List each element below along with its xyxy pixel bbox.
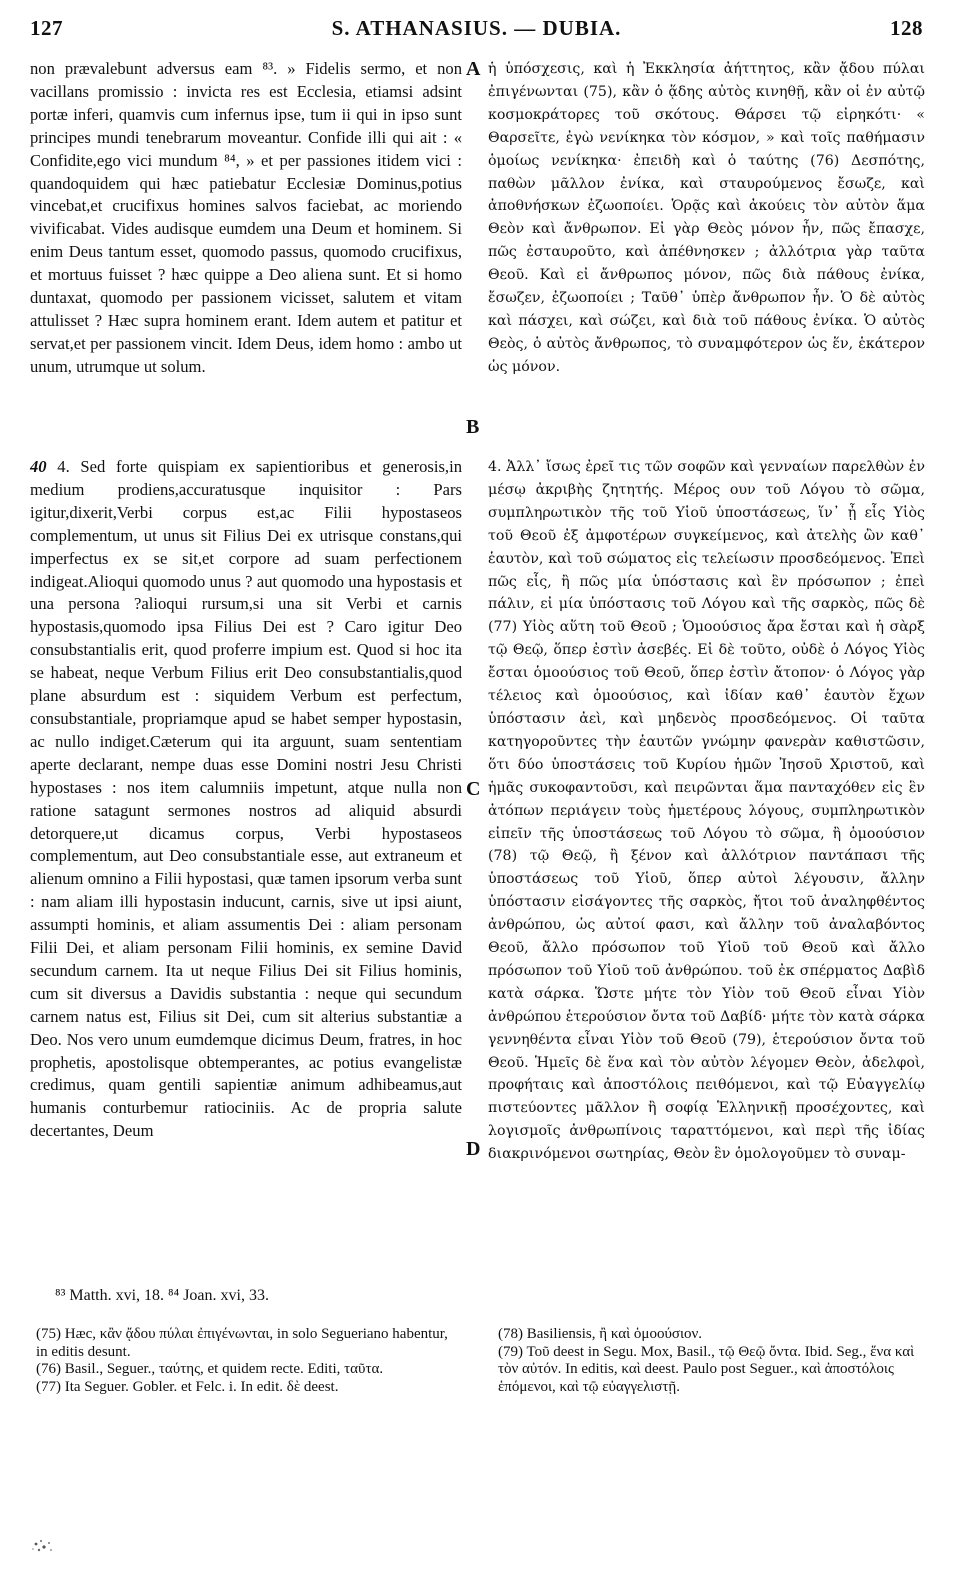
page-header bbox=[30, 16, 923, 46]
margin-marker-a: A bbox=[466, 58, 481, 80]
margin-marker-c: C bbox=[466, 778, 481, 800]
chapter-number: 40 bbox=[30, 457, 47, 476]
footnote-76: (76) Basil., Seguer., ταύτης, et quidem recte. Editi, ταῦτα. bbox=[36, 1361, 384, 1377]
ink-smudge-icon bbox=[30, 1536, 56, 1556]
greek-paragraph-2: 4. Ἀλλ᾽ ἴσως ἐρεῖ τις τῶν σοφῶν καὶ γενναίων παρελθὼν ἐν μέσῳ ἀκριβὴς ζητητής. Μέρος ουν τοῦ Λόγου τὸ σῶμα, συμπληρωτικὸν τῆς τοῦ Υἱοῦ ὑποστάσεως, ἵν᾽ ᾖ εἷς Υἱὸς τοῦ Θεοῦ ἐξ ἀμφοτέρων συγκείμενος, καὶ ἀτελὴς ὢν καθ᾽ ἑαυτὸν, καὶ τοῦ σώματος εἰς τελείωσιν προσδεόμενος. Ἐπεὶ πῶς εἷς, ἢ πῶς μία ὑπόστασις καὶ ἓν πρόσωπον ; ἐπεὶ πάλιν, εἰ μία ὑπόστασις τοῦ Λόγου καὶ τῆς σαρκὸς, πῶς δὲ (77) Υἱὸς αὕτη τοῦ Θεοῦ ; Ὁμοούσιος ἄρα ἔσται καὶ ἡ σὰρξ τῷ Θεῷ, ὅπερ ἐστὶν ἀσεβές. Εἰ δὲ τοῦτο, οὐδὲ ὁ Λόγος Υἱὸς ἔσται ὁμοούσιος τοῦ Θεοῦ, ὅπερ ἐστὶν ἄτοπον· ὁ Λόγος γὰρ τέλειος καὶ ὁμοούσιος, καὶ ἰδίαν καθ᾽ ἑαυτὸν ἔχων ὑπόστασιν ἀεὶ, καὶ μηδενὸς προσδεόμενος. Οἱ ταῦτα κατηγοροῦντες τὴν ἑαυτῶν γνώμην φανερὰν καθιστῶσιν, ὅτι δύο ὑποστάσεις τοῦ Κυρίου ἡμῶν Ἰησοῦ Χριστοῦ, καὶ ἡμᾶς συκοφαντοῦσι, καὶ πειρῶνται ἅμα πανταχόθεν εἰς ἓν ἀτόπων περιάγειν τοὺς ἡμετέρους λόγους, συμπληρωτικὸν εἰπεῖν τῆς ὑποστάσεως τοῦ Λόγου τὸ σῶμα, ἢ ὁμοούσιον (78) τῷ Θεῷ, ἢ ξένον καὶ ἀλλότριον παντάπασι τῆς ὑποστάσεως τοῦ Υἱοῦ, ὅπερ αὐτοὶ λέγουσιν, ἄλλην ὑπόστασιν εἰσάγοντες τῆς σαρκὸς, ἤτοι τοῦ ἀναληφθέντος ἀνθρώπου, ὡς αὐτοί φασι, καὶ ἄλλην τοῦ ἀναλαβόντος Θεοῦ, ἄλλο πρόσωπον τοῦ Υἱοῦ τοῦ Θεοῦ καὶ ἄλλο πρόσωπον τοῦ Υἱοῦ τοῦ ἀνθρώπου. τοῦ ἐκ σπέρματος Δαβὶδ κατὰ σάρκα. Ὥστε μήτε τὸν Υἱὸν τοῦ Θεοῦ εἶναι Υἱὸν ἀνθρώπου ἑτερούσιον ὄντα τοῦ Δαβίδ· μήτε τὸν κατὰ σάρκα γεννηθέντα εἶναι Υἱὸν τοῦ Θεοῦ (79), ἑτερούσιον ὄντα τοῦ Θεοῦ. Ἡμεῖς δὲ ἕνα καὶ τὸν αὐτὸν λέγομεν Θεὸν, ἀδελφοὶ, προφήταις καὶ ἀποστόλοις πειθόμενοι, καὶ τῷ Εὐαγγελίῳ πιστεύοντες μᾶλλον ἢ σοφίᾳ Ἑλληνικῇ προσέχοντες, καὶ λογισμοῖς ἀνθρωπίνοις ταραττόμενοι, καὶ περὶ τῆς ἰδίας διακρινόμενοι σωτηρίας, Θεὸν ἓν ὁμολογοῦμεν τὸ συναμ- bbox=[488, 459, 925, 1163]
latin-paragraph-1: non prævalebunt adversus eam ⁸³. » Fidelis sermo, et non vacillans promissio : invicta res est Ecclesia, etiamsi adsint portæ inferi, quamvis cum infernus ipse, tum ii qui in ipso sunt principes mundi tenebrarum moveantur. Confide illi qui ait : « Confidite,ego vici mundum ⁸⁴, » et per passiones itidem vici : quandoquidem qui hæc patiebatur Ecclesiæ Dominus,potius vincebat,et crucifixus homines salvos faciebat, ac moriendo vivificabat. Vides audisque eumdem una Deum et hominem. Si enim Deus tantum esset, quomodo passus, quomodo crucifixus, et mortuus fuisset ? hæc quippe a Deo aliena sunt. Et si homo duntaxat, quomodo per passionem vicisset, salutem et vitam attulisset ? Hæc supra hominem erant. Idem autem et patitur et servat,et per passionem vincit. Idem Deus, idem homo : ambo ut unum, utrumque ut solum. bbox=[30, 59, 462, 376]
greek-column-section-2 bbox=[488, 456, 925, 1166]
latin-paragraph-2 bbox=[30, 456, 462, 1143]
footnote-77: (77) Ita Seguer. Gobler. et Felc. i. In edit. δὲ deest. bbox=[36, 1378, 339, 1395]
greek-paragraph-1: ἡ ὑπόσχεσις, καὶ ἡ Ἐκκλησία ἀήττητος, κἂν ᾄδου πύλαι ἐπιγένωνται (75), κἂν ὁ ᾅδης αὐτὸς κινηθῇ, κἂν οἱ ἐν αὐτῷ κοσμοκράτορες τοῦ σκότους. Θάρσει τῷ εἰρηκότι· « Θαρσεῖτε, ἐγὼ νενίκηκα τὸν κόσμον, » καὶ τοῖς παθήμασιν ὁμοίως νενίκηκα· ἐπειδὴ καὶ ὁ ταύτης (76) Δεσπότης, παθὼν μᾶλλον ἐνίκα, καὶ σταυρούμενος ἔσωζε, καὶ ἀποθνήσκων ἐζωοποίει. Ὁρᾷς καὶ ἀκούεις τὸν αὐτὸν ἅμα Θεὸν καὶ ἄνθρωπον. Εἰ γὰρ Θεὸς μόνον ἦν, πῶς ἔπασχε, πῶς ἐσταυροῦτο, καὶ ἀπέθνησκεν ; ἀλλότρια γὰρ ταῦτα Θεοῦ. Καὶ εἰ ἄνθρωπος μόνον, πῶς διὰ πάθους ἐνίκα, ἔσωζεν, ἐζωοποίει ; Ταῦθ᾽ ὑπὲρ ἄνθρωπον ἦν. Ὁ δὲ αὐτὸς καὶ πάσχει, καὶ σώζει, καὶ διὰ τοῦ πάθους ἐνίκα. Ὁ αὐτὸς Θεὸς, ὁ αὐτὸς ἄνθρωπος, τὸ συναμφότερον ὡς ἕν, ἑκάτερον ὡς μόνον. bbox=[488, 61, 925, 375]
footnote-78: (78) Basiliensis, ἢ καὶ ὁμοούσιον. bbox=[498, 1326, 703, 1342]
margin-marker-d: D bbox=[466, 1138, 481, 1160]
footnotes-left bbox=[36, 1326, 461, 1396]
latin-column-section-2 bbox=[30, 456, 462, 1143]
page-number-left: 127 bbox=[30, 16, 63, 40]
page-number-right: 128 bbox=[890, 16, 923, 40]
latin-paragraph-2-text: 4. Sed forte quispiam ex sapientioribus et generosis,in medium prodiens,accuratusque inquisitor : Pars igitur,dixerit,Verbi corpus est,ac Filii hypostaseos complementum, ut unus sit Filius Dei ex utrisque constans,qui imperfectus ex se sit,et corpore ad suam perfectionem indigeat.Alioqui quomodo unus ? aut quomodo una hypostasis et una persona ?alioqui rursum,si una sit Verbi et carnis hypostasis,quomodo ipsa Filius Dei est ? Caro igitur Deo consubstantialis erit, quod proferre impium est. Quod si hoc ita se habeat, neque Verbum Filius erit Deo consubstantialis,quod plane absurdum est : siquidem Verbum est perfectum, consubstantiale, propriamque apud se habet semper hypostasin, ac nullo indiget.Cæterum qui ita arguunt, suam sententiam aperte declarant, nempe duas esse Domini nostri Jesu Christi hypostases : nos item calumniis impetunt, atque nulla non ratione satagunt sermones nostros ad aliquid absurdi detorquere,ut dicamus corpus, Verbi hypostaseos complementum, aut Deo consubstantiale esse, aut extraneum et alienum omnino a Filii hypostasi, quæ tamen ipsorum verba sunt : nam aliam illi hypostasin inducunt, carnis, sive ut ipsi aiunt, assumpti hominis, et aliam assumentis Dei : aliam personam Filii Dei, et aliam personam Filii hominis, ex semine David secundum carnem. Ita ut neque Filius Dei sit Filius hominis, cum sit diversus a Davidis substantia : neque qui secundum carnem natus est, Filius sit Dei, cum sit alterius substantiæ a Deo. Nos vero unum eumdemque dicimus Deum, fratres, in hoc prophetis, apostolisque obtemperantes, ac potius evangelistæ credimus, quam gentili sapientiæ animum adhibeamus,aut humanis conturbemur ratiociniis. Ac de propria salute decertantes, Deum bbox=[30, 457, 462, 1141]
scripture-references: ⁸³ Matth. xvi, 18. ⁸⁴ Joan. xvi, 33. bbox=[55, 1287, 269, 1304]
greek-column-section-1 bbox=[488, 58, 925, 379]
footnote-75: (75) Hæc, κἂν ᾄδου πύλαι ἐπιγένωνται, in solo Segueriano habentur, in editis desunt. bbox=[36, 1326, 448, 1360]
footnotes-right bbox=[498, 1326, 923, 1396]
footnote-79: (79) Τοῦ deest in Segu. Mox, Basil., τῷ Θεῷ ὄντα. Ibid. Seg., ἕνα καὶ τὸν αὐτόν. In editis, καὶ deest. Paulo post Seguer., καὶ ἀποστόλοις ἑπόμενοι, καὶ τῷ εὐαγγελιστῇ. bbox=[498, 1343, 915, 1395]
latin-column-section-1 bbox=[30, 58, 462, 379]
margin-marker-b: B bbox=[466, 416, 480, 438]
running-title: S. ATHANASIUS. — DUBIA. bbox=[331, 16, 622, 40]
